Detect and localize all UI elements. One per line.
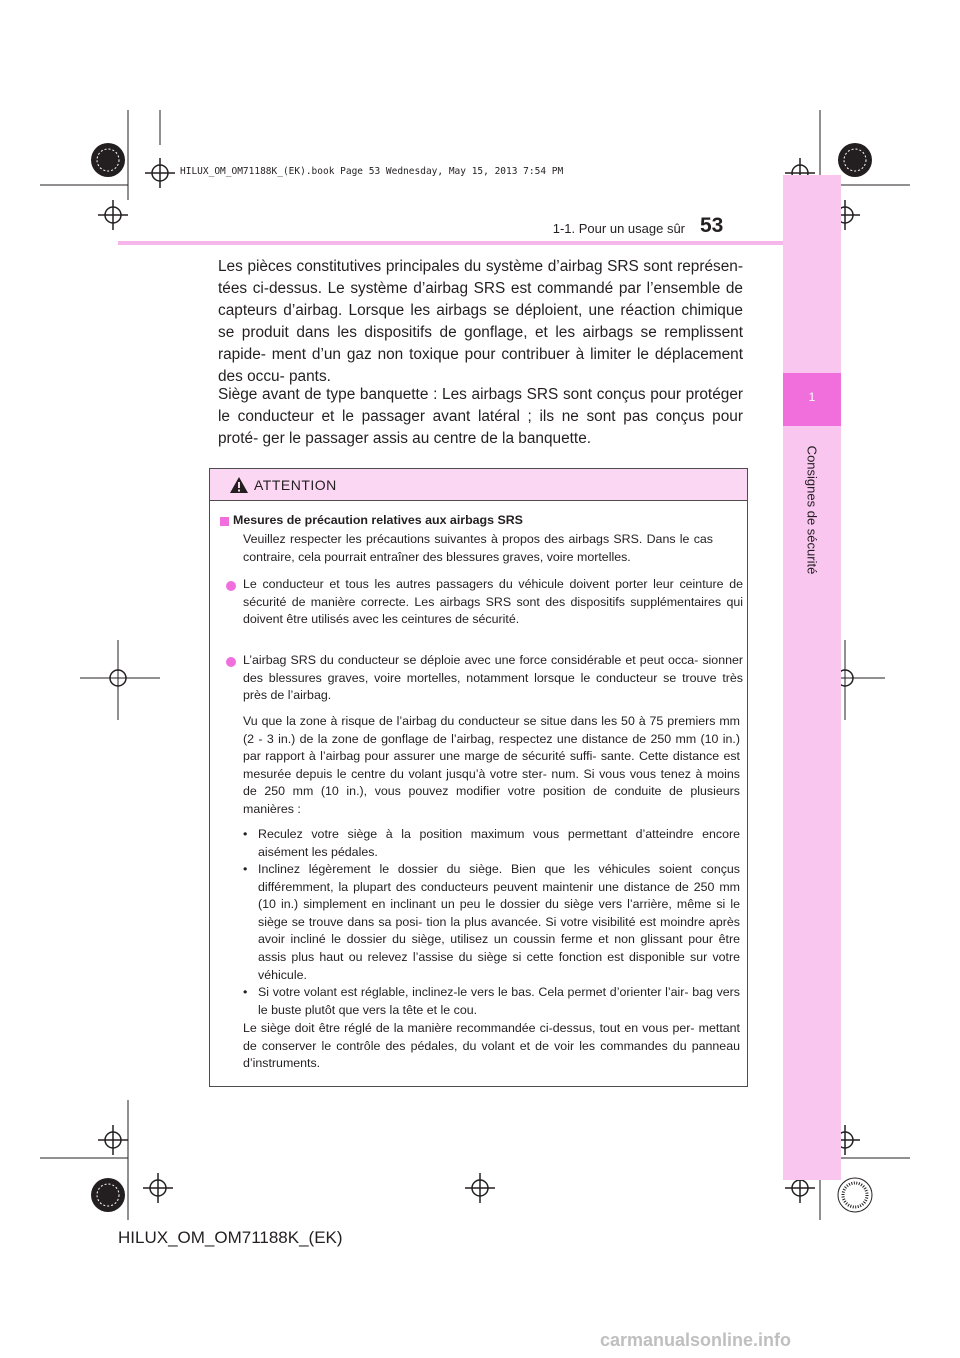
attention-intro: Veuillez respecter les précautions suivantes à propos des airbags SRS. Dans le cas contraire, cela pourrait entraîner des blessures graves, voire mortelles. — [243, 532, 713, 564]
attention-heading: Mesures de précaution relatives aux airbags SRS — [233, 513, 523, 527]
watermark: carmanualsonline.info — [600, 1330, 792, 1350]
attention-box — [209, 468, 748, 1087]
attention-bullet-1: Le conducteur et tous les autres passagers du véhicule doivent porter leur ceinture de sécurité de manière correcte. Les airbags SRS sont des dispositifs supplémentaires qui doivent être utilisés avec les ceintures de sécurité. — [243, 577, 743, 627]
circle-bullet-icon — [226, 657, 236, 667]
warning-icon — [229, 476, 249, 494]
section-title: 1-1. Pour un usage sûr — [552, 221, 685, 236]
square-bullet-icon — [220, 517, 229, 526]
attention-header — [210, 469, 747, 501]
circle-bullet-icon — [226, 581, 236, 591]
body-paragraph-2: Siège avant de type banquette : Les airbags SRS sont conçus pour protéger le conducteur et le passager avant latéral ; ils ne sont pas conçus pour proté- ger le passager assis au centre de la banquette. — [218, 386, 743, 447]
body-paragraph-1: Les pièces constitutives principales du système d’airbag SRS sont représen- tées ci-dessus. Le système d’airbag SRS est commandé par l’ensemble de capteurs d’airbag. Lorsque les airbags se déploient, une réaction chimique se produit dans les dispositifs de gonflage, et les airbags se remplissent rapide- ment d’un gaz non toxique pour contribuer à limiter le déplacement des occu- pants. — [218, 258, 743, 385]
chapter-title: Consignes de sécurité — [804, 445, 820, 575]
chapter-side-tab — [783, 175, 841, 1180]
page-number: 53 — [700, 214, 724, 237]
list-item-2: Inclinez légèrement le dossier du siège. Bien que les véhicules soient conçus différemment, la plupart des conducteurs peuvent maintenir une distance de 250 mm (10 in.) simplement en inclinant un peu le dossier du siège vers l’arrière, même si le siège se trouve dans sa posi- tion la plus avancée. Si votre visibilité est moindre après avoir incliné le dossier du siège, utilisez un coussin ferme et non glissant pour être assis plus haut ou relevez l’assise du siège si cette fonction est disponible sur votre véhicule. — [258, 862, 740, 982]
attention-bullet-2-detail: Vu que la zone à risque de l’airbag du conducteur se situe dans les 50 à 75 premiers mm (2 - 3 in.) de la zone de gonflage de l’airbag, respectez une distance de 250 mm (10 in.) par rapport à l’airbag pour assurer une marge de sécurité suffi- sante. Cette distance est mesurée depuis le centre du volant jusqu’à votre ster- num. Si vous vous tenez à moins de 250 mm (10 in.), vous pouvez modifier votre position de conduite de plusieurs manières : — [243, 714, 740, 816]
book-stamp: HILUX_OM_OM71188K_(EK).book Page 53 Wednesday, May 15, 2013 7:54 PM — [180, 166, 564, 177]
list-bullet: • — [243, 827, 248, 841]
attention-closing: Le siège doit être réglé de la manière recommandée ci-dessus, tout en vous per- mettant de conserver le contrôle des pédales, du volant et de voir les commandes du panneau d’instruments. — [243, 1021, 740, 1071]
list-item-3: Si votre volant est réglable, inclinez-le vers le bas. Cela permet d’orienter l’air- bag vers le buste plutôt que vers la tête et le cou. — [258, 985, 740, 1017]
list-item-1: Reculez votre siège à la position maximum vous permettant d’atteindre encore aisément les pédales. — [258, 827, 740, 859]
footer-document-code: HILUX_OM_OM71188K_(EK) — [118, 1228, 343, 1247]
attention-title: ATTENTION — [254, 477, 337, 493]
list-bullet: • — [243, 862, 248, 876]
chapter-number: 1 — [808, 390, 816, 404]
header-rule — [118, 241, 783, 245]
attention-bullet-2: L’airbag SRS du conducteur se déploie avec une force considérable et peut occa- sionner des blessures graves, voire mortelles, notamment lorsque le conducteur se trouve très près de l’airbag. — [243, 653, 743, 703]
list-bullet: • — [243, 985, 248, 999]
